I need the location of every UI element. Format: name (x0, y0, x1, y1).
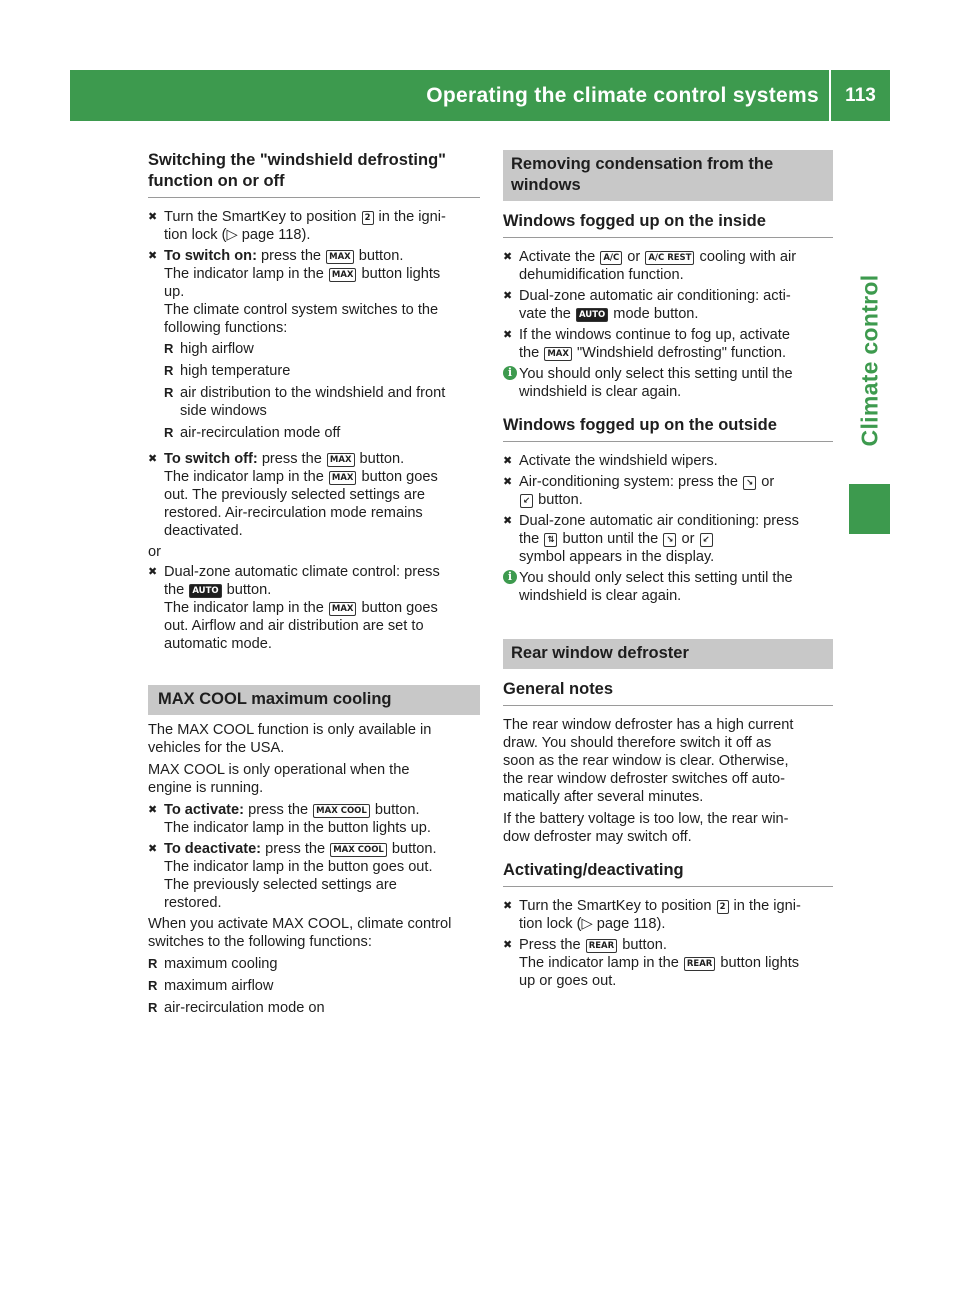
page-header-title: Operating the climate control systems (426, 83, 819, 107)
step-text: cooling with air (695, 249, 797, 265)
step-text: button. (387, 841, 437, 857)
para-line: The MAX COOL function is only available in (148, 722, 432, 738)
heading-fogged-inside: Windows fogged up on the inside (503, 211, 833, 238)
step-label: To deactivate: (164, 841, 262, 857)
step-text: vate the (519, 306, 575, 322)
page-header-bar (70, 70, 890, 121)
step-airflow-press (503, 473, 833, 509)
step-dualzone-auto (148, 563, 480, 653)
step-activate-wipers: ✖ Activate the windshield wipers. (503, 452, 833, 470)
step-text: symbol appears in the display. (519, 549, 715, 565)
list-item: R maximum cooling (148, 955, 480, 973)
step-text: button lights (716, 955, 800, 971)
step-text: Air-conditioning system: press the (519, 474, 743, 490)
para-line: draw. You should therefore switch it off as (503, 735, 772, 751)
step-text: out. The previously selected settings are (164, 487, 425, 503)
info-text: You should only select this setting until the (519, 570, 793, 586)
info-text: windshield is clear again. (519, 588, 682, 604)
max-cool-button-icon: MAX COOL (313, 804, 370, 818)
side-marker-square (849, 484, 890, 534)
info-text: You should only select this setting until the (519, 366, 793, 382)
para-line: When you activate MAX COOL, climate control (148, 916, 452, 932)
step-text: Turn the SmartKey to position (519, 898, 716, 914)
rear-defrost-button-icon: REAR (684, 957, 715, 971)
step-label: To switch off: (164, 451, 258, 467)
left-column (148, 150, 480, 1021)
step-smartkey (503, 897, 833, 933)
heading-rear-window-defroster: Rear window defroster (503, 639, 833, 669)
step-text: following functions: (164, 320, 288, 336)
step-text: The climate control system switches to the (164, 302, 439, 318)
step-text: automatic mode. (164, 636, 272, 652)
step-text: The indicator lamp in the button lights up. (164, 820, 431, 836)
step-switch-on (148, 247, 480, 337)
step-text: deactivated. (164, 523, 243, 539)
rear-defrost-button-icon: REAR (586, 939, 617, 953)
info-icon: i (503, 366, 517, 380)
step-text: The indicator lamp in the (164, 469, 328, 485)
defrost-max-button-icon: MAX (326, 250, 354, 264)
step-text: up or goes out. (519, 973, 617, 989)
step-text: or (623, 249, 645, 265)
heading-fogged-outside: Windows fogged up on the outside (503, 415, 833, 442)
step-activate-defrosting (503, 326, 833, 362)
step-max-cool-activate (148, 801, 480, 837)
step-text: The indicator lamp in the (519, 955, 683, 971)
step-text: button. (354, 248, 404, 264)
step-text: ✖ Dual-zone automatic climate control: press (164, 564, 440, 580)
defrost-max-button-icon: MAX (329, 471, 357, 485)
para-line: switches to the following functions: (148, 934, 372, 950)
info-icon: i (503, 570, 517, 584)
step-text: tion lock (▷ page 118). (164, 227, 311, 243)
list-item: R air-recirculation mode on (148, 999, 480, 1017)
para-line: soon as the rear window is clear. Otherwise, (503, 753, 789, 769)
key-position-icon: 2 (362, 211, 374, 225)
ac-button-icon: A/C (600, 251, 622, 265)
step-text: button until the (558, 531, 663, 547)
para-line: dow defroster may switch off. (503, 829, 692, 845)
heading-windshield-defrosting: Switching the "windshield defrosting" function on or off (148, 150, 480, 198)
step-text: in the igni- (374, 209, 446, 225)
max-cool-button-icon: MAX COOL (330, 843, 387, 857)
paragraph (503, 716, 833, 806)
step-label: To activate: (164, 802, 245, 818)
defrost-max-button-icon: MAX (329, 602, 357, 616)
paragraph (503, 810, 833, 846)
step-text: button. (618, 937, 667, 953)
auto-button-icon: AUTO (189, 584, 221, 598)
para-line: If the battery voltage is too low, the rear win- (503, 811, 789, 827)
step-text: ✖ Dual-zone automatic air conditioning: press (519, 513, 799, 529)
step-activate-ac (503, 248, 833, 284)
step-text: button. (222, 582, 272, 598)
step-text: press the (261, 841, 330, 857)
heading-remove-condensation: Removing condensation from the windows (503, 150, 833, 201)
list-item: R air-recirculation mode off (148, 424, 480, 442)
step-text: up. (164, 284, 185, 300)
list-item: R high temperature (148, 362, 480, 380)
step-smartkey (148, 208, 480, 244)
step-text: tion lock (▷ page 118). (519, 916, 666, 932)
info-text: windshield is clear again. (519, 384, 682, 400)
step-text: button goes (357, 469, 438, 485)
step-text: Activate the (519, 249, 600, 265)
step-text: restored. (164, 895, 222, 911)
key-position-icon: 2 (717, 900, 729, 914)
step-text: or (677, 531, 699, 547)
step-text: button. (370, 802, 420, 818)
step-text: The indicator lamp in the button goes out. (164, 859, 433, 875)
para-line: engine is running. (148, 780, 264, 796)
step-max-cool-deactivate (148, 840, 480, 912)
list-item: R maximum airflow (148, 977, 480, 995)
para-line: matically after several minutes. (503, 789, 704, 805)
ac-rest-button-icon: A/C REST (645, 251, 694, 265)
step-text: mode button. (609, 306, 699, 322)
page-number: 113 (845, 84, 876, 106)
heading-max-cool: MAX COOL maximum cooling (148, 685, 480, 715)
step-text: The indicator lamp in the (164, 600, 328, 616)
step-text: dehumidification function. (519, 267, 684, 283)
step-text: the (164, 582, 189, 598)
para-line: vehicles for the USA. (148, 740, 285, 756)
step-text: press the (244, 802, 313, 818)
step-text: the (519, 531, 544, 547)
step-text: The previously selected settings are (164, 877, 397, 893)
airflow-distribution-icon: ⇅ (544, 533, 557, 547)
step-text: or (757, 474, 775, 490)
step-dualzone-airflow (503, 512, 833, 566)
info-note (503, 365, 833, 401)
step-label: To switch on: (164, 248, 257, 264)
step-dualzone-auto-mode (503, 287, 833, 323)
step-text: out. Airflow and air distribution are set to (164, 618, 424, 634)
para-line: MAX COOL is only operational when the (148, 762, 410, 778)
paragraph (148, 915, 480, 951)
step-text: the (519, 345, 544, 361)
defrost-max-button-icon: MAX (544, 347, 572, 361)
list-item: R high airflow (148, 340, 480, 358)
step-text: in the igni- (729, 898, 801, 914)
step-text: Turn the SmartKey to position (164, 209, 361, 225)
windshield-footwell-airflow-icon: ↙ (520, 494, 533, 508)
paragraph (148, 761, 480, 797)
heading-activating-deactivating: Activating/deactivating (503, 860, 833, 887)
heading-general-notes: General notes (503, 679, 833, 706)
or-text: or (148, 544, 161, 560)
side-section-label: Climate control (856, 274, 883, 446)
defrost-max-button-icon: MAX (329, 268, 357, 282)
step-text: press the (256, 248, 326, 264)
windshield-footwell-airflow-icon: ↙ (700, 533, 713, 547)
side-section-tab (849, 260, 890, 460)
auto-button-icon: AUTO (576, 308, 608, 322)
para-line: the rear window defroster switches off auto- (503, 771, 786, 787)
windshield-airflow-icon: ↘ (743, 476, 756, 490)
step-text: ✖ If the windows continue to fog up, activate (519, 327, 790, 343)
info-note (503, 569, 833, 605)
paragraph (148, 721, 480, 757)
step-text: Press the (519, 937, 585, 953)
step-text: button goes (357, 600, 438, 616)
para-line: The rear window defroster has a high current (503, 717, 794, 733)
step-text: ✖ Dual-zone automatic air conditioning: acti- (519, 288, 791, 304)
windshield-airflow-icon: ↘ (663, 533, 676, 547)
list-item: R air distribution to the windshield and front (148, 384, 480, 402)
step-switch-off (148, 450, 480, 540)
step-text: "Windshield defrosting" function. (572, 345, 787, 361)
step-text: press the (257, 451, 326, 467)
step-text: button lights (357, 266, 441, 282)
step-press-rear-defrost (503, 936, 833, 990)
right-column (503, 150, 833, 993)
step-text: The indicator lamp in the (164, 266, 328, 282)
defrost-max-button-icon: MAX (327, 453, 355, 467)
step-text: restored. Air-recirculation mode remains (164, 505, 423, 521)
list-item-continuation: side windows (180, 403, 267, 419)
step-text: button. (355, 451, 405, 467)
step-text: button. (534, 492, 583, 508)
